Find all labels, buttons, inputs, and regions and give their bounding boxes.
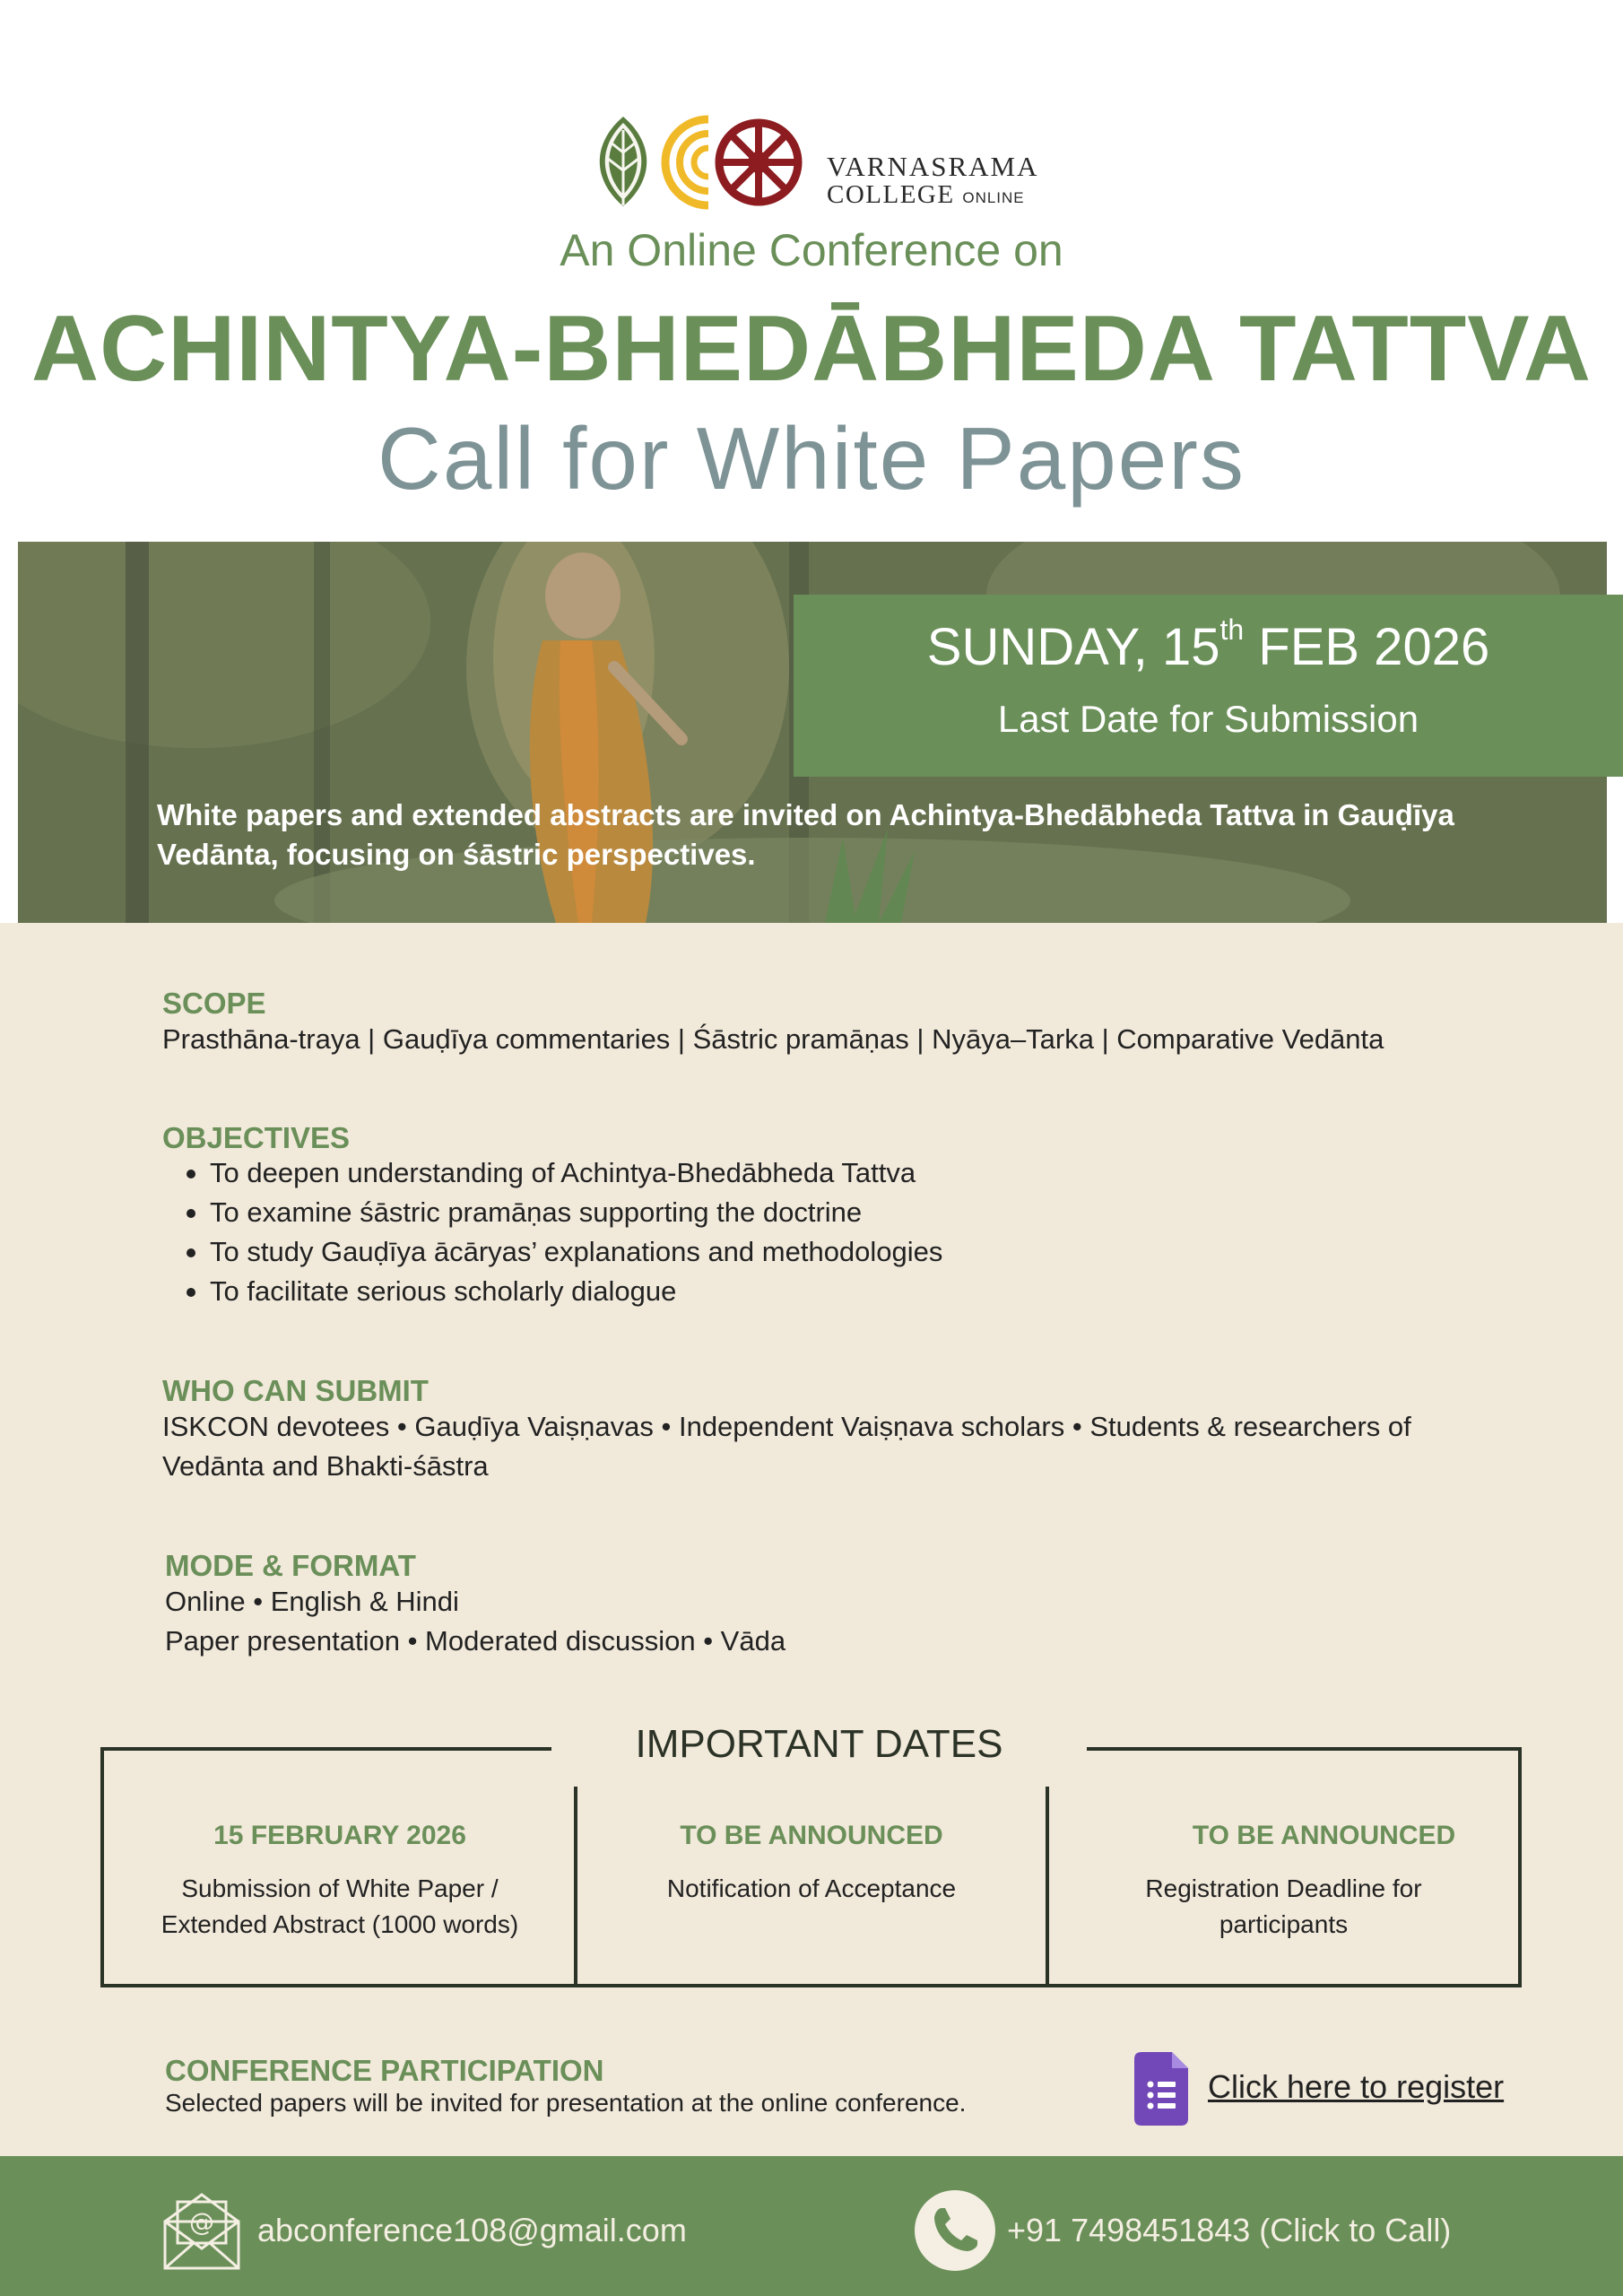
objectives-list: [179, 1153, 942, 1311]
who-line-2: Vedānta and Bhakti-śāstra: [162, 1450, 489, 1482]
who-line-1: ISKCON devotees • Gauḍīya Vaiṣṇavas • Independent Vaiṣṇava scholars • Students & researchers of: [162, 1411, 1411, 1442]
date-heading: TO BE ANNOUNCED: [1192, 1821, 1456, 1850]
participation-text: Selected papers will be invited for presentation at the online conference.: [165, 2089, 967, 2117]
date-column-registration: [1049, 1821, 1518, 1943]
mode-format-heading: MODE & FORMAT: [165, 1549, 416, 1582]
intro-text: White papers and extended abstracts are invited on Achintya-Bhedābheda Tattva in Gauḍīya Vedānta, focusing on śāstric perspectives.: [157, 798, 1454, 871]
list-item: To study Gauḍīya ācāryas’ explanations and methodologies: [179, 1232, 942, 1272]
svg-text:@: @: [189, 2207, 214, 2237]
date-description: Submission of White Paper / Extended Abstract (1000 words): [161, 1874, 519, 1938]
date-description: Registration Deadline for participants: [1145, 1874, 1422, 1938]
date-column-notification: [577, 1821, 1046, 1907]
important-dates-title: IMPORTANT DATES: [635, 1722, 1003, 1766]
mode-line-1: Online • English & Hindi: [165, 1586, 459, 1617]
register-link[interactable]: Click here to register: [1208, 2068, 1505, 2105]
participation-heading: CONFERENCE PARTICIPATION: [165, 2054, 604, 2087]
conference-title: ACHINTYA-BHEDĀBHEDA TATTVA: [30, 297, 1593, 401]
call-for-papers-title: Call for White Papers: [378, 409, 1245, 508]
google-forms-icon[interactable]: [1134, 2052, 1188, 2126]
scope-heading: SCOPE: [162, 987, 266, 1020]
wheel-icon: [719, 123, 798, 202]
logo-line-2: COLLEGE ONLINE: [827, 180, 1025, 209]
objectives-heading: OBJECTIVES: [162, 1121, 351, 1154]
envelope-at-icon: [161, 2191, 242, 2272]
list-item: To facilitate serious scholarly dialogue: [179, 1272, 942, 1311]
logo-line-1: VARNASRAMA: [827, 151, 1039, 182]
date-heading: 15 FEBRUARY 2026: [213, 1821, 466, 1850]
list-item: To deepen understanding of Achintya-Bhedābheda Tattva: [179, 1153, 942, 1193]
scope-text: Prasthāna-traya | Gauḍīya commentaries | Śāstric pramāṇas | Nyāya–Tarka | Comparative Vedānta: [162, 1023, 1384, 1055]
mode-line-2: Paper presentation • Moderated discussion • Vāda: [165, 1625, 786, 1657]
date-heading: TO BE ANNOUNCED: [680, 1821, 943, 1850]
header: [0, 0, 1623, 542]
contact-phone[interactable]: +91 7498451843 (Click to Call): [1007, 2212, 1452, 2248]
who-can-submit-heading: WHO CAN SUBMIT: [162, 1374, 429, 1407]
leaf-icon: [600, 117, 647, 206]
list-item: To examine śāstric pramāṇas supporting the doctrine: [179, 1193, 942, 1232]
contact-email[interactable]: abconference108@gmail.com: [257, 2212, 687, 2248]
date-column-submission: [104, 1821, 576, 1943]
logo-wordmark: [827, 152, 1039, 208]
date-description: Notification of Acceptance: [666, 1874, 957, 1902]
submission-date-label: Last Date for Submission: [997, 698, 1419, 740]
phone-icon[interactable]: [915, 2190, 995, 2271]
submission-date: SUNDAY, 15th FEB 2026: [926, 613, 1490, 676]
sun-icon: [665, 119, 708, 205]
conference-subtitle: An Online Conference on: [560, 225, 1063, 275]
